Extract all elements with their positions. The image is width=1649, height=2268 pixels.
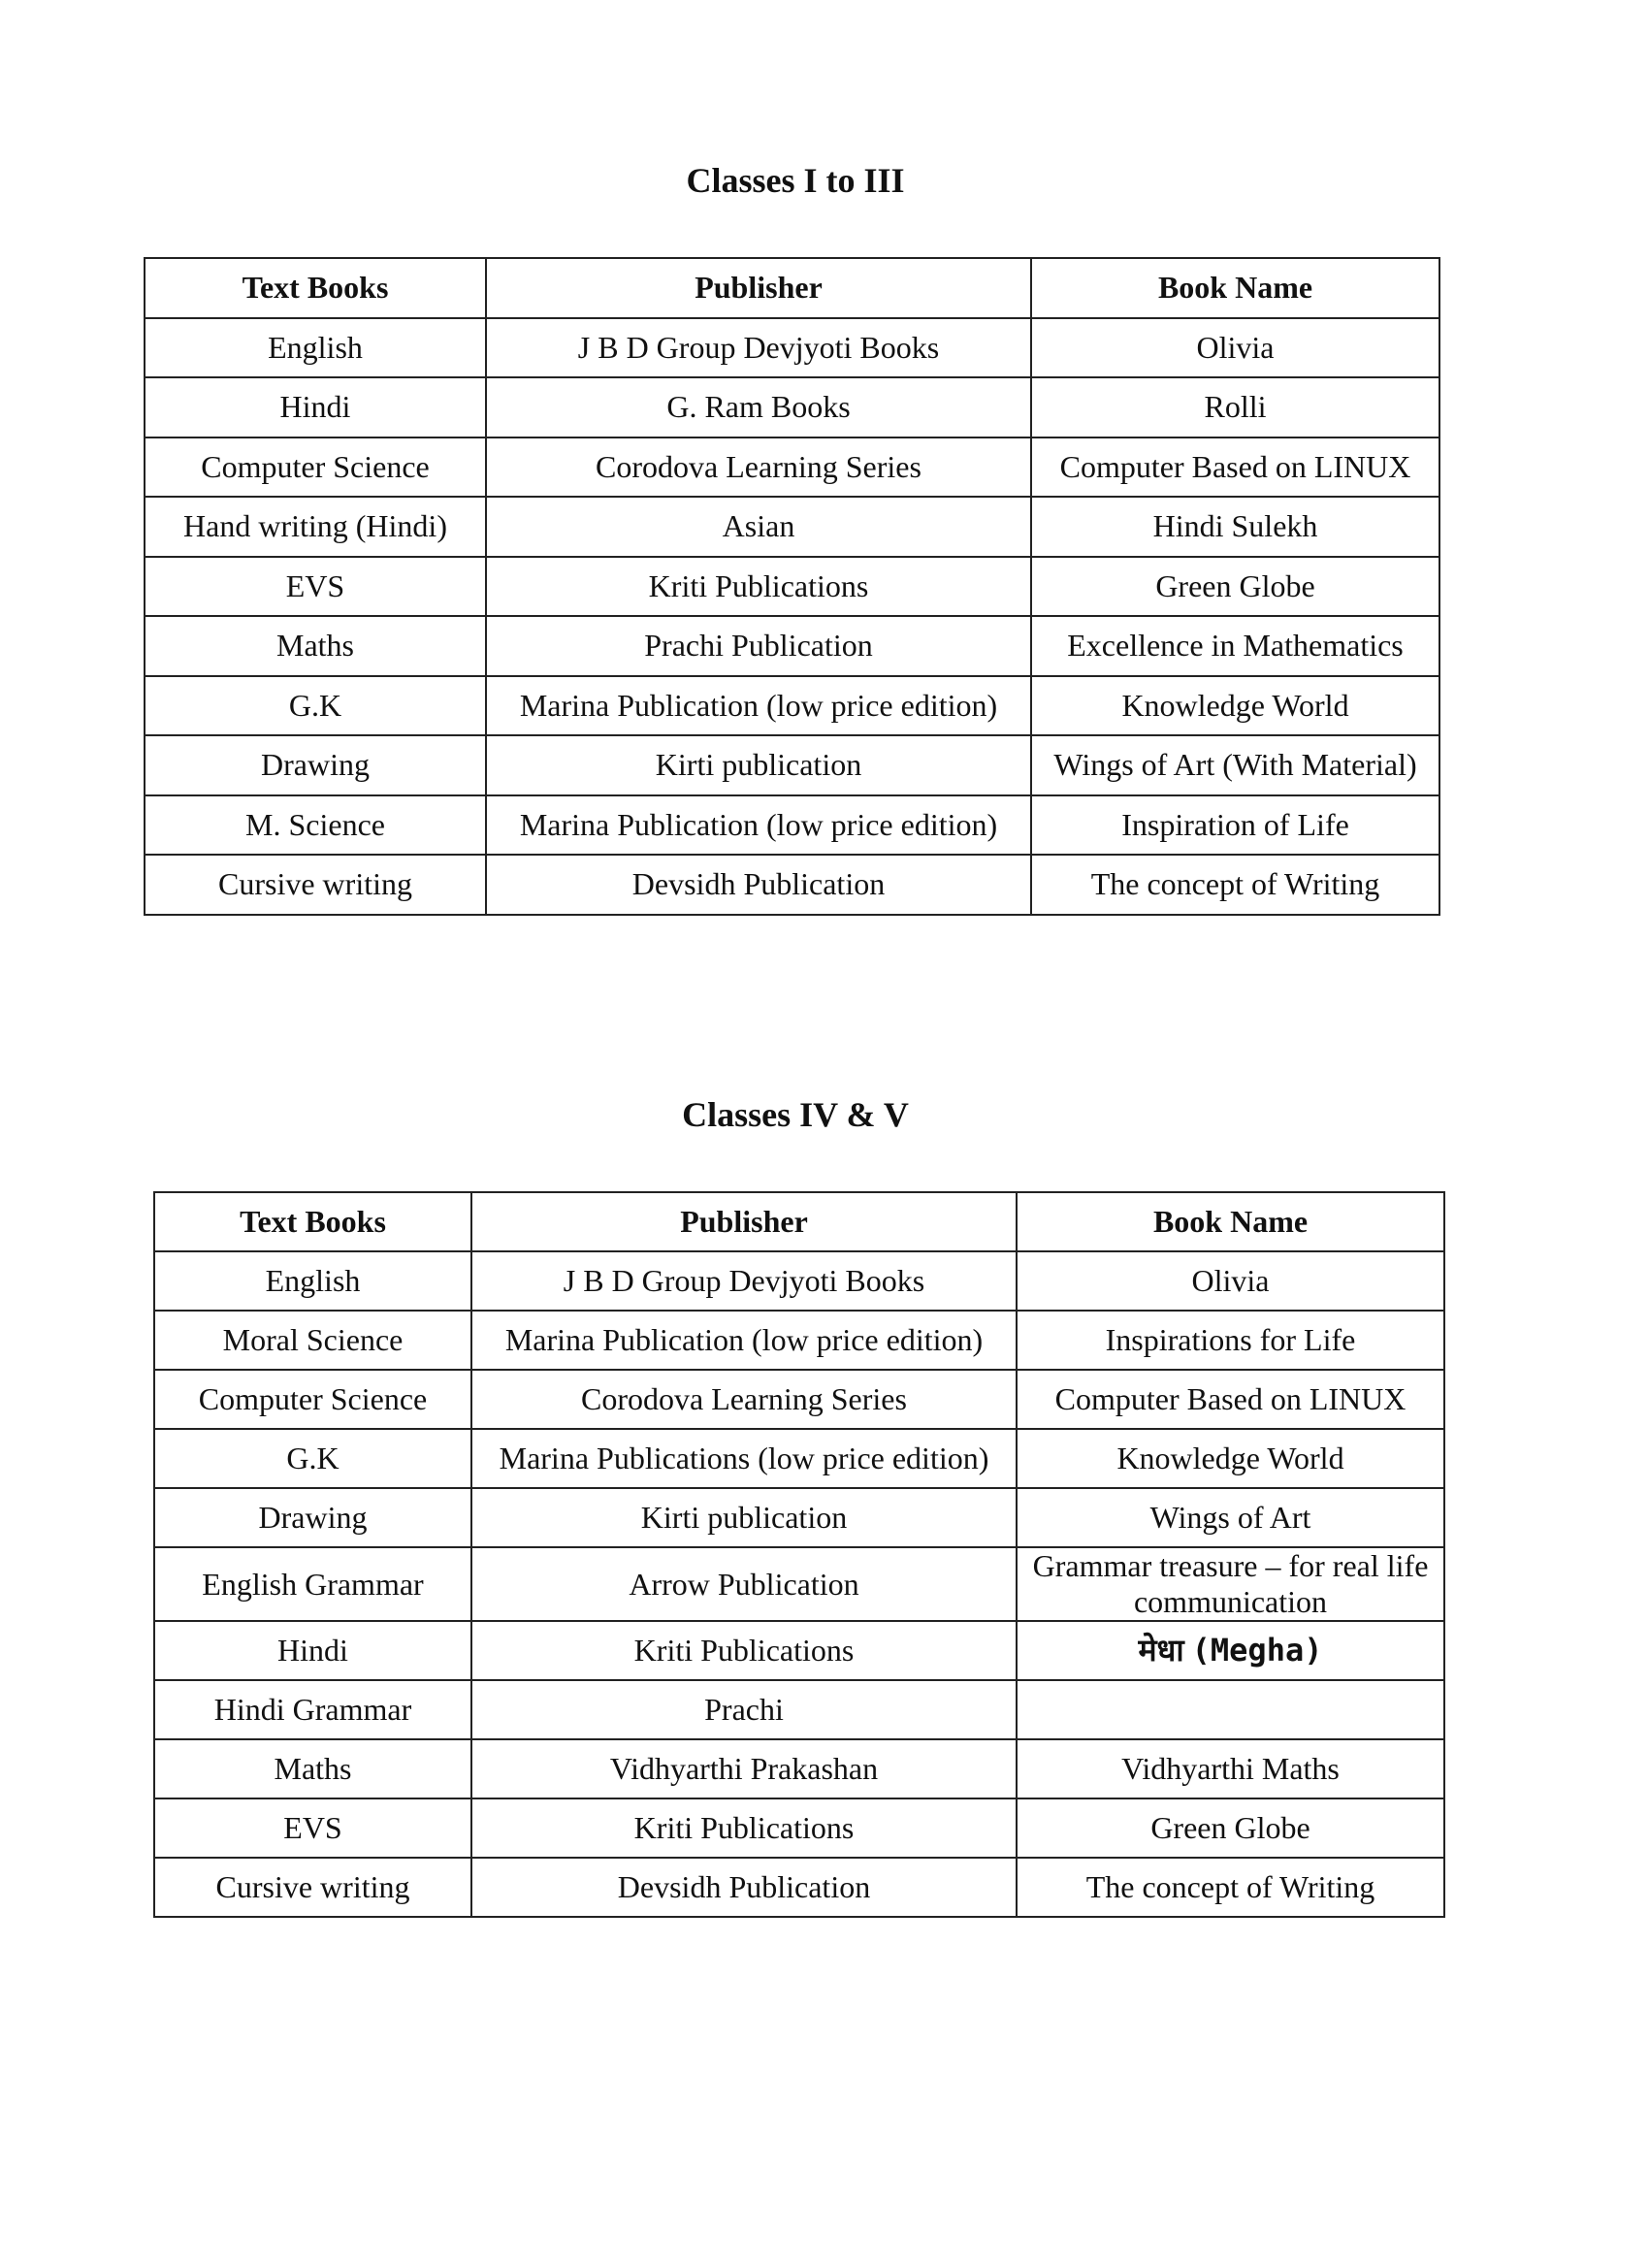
book-name-cell: Vidhyarthi Maths <box>1017 1739 1444 1798</box>
publisher-cell: G. Ram Books <box>486 377 1031 437</box>
book-name-cell: Olivia <box>1017 1251 1444 1311</box>
publisher-cell: Vidhyarthi Prakashan <box>471 1739 1017 1798</box>
column-header: Text Books <box>154 1192 471 1251</box>
subject-cell: Hindi <box>145 377 486 437</box>
book-name-cell: Inspiration of Life <box>1031 795 1439 856</box>
subject-cell: G.K <box>154 1429 471 1488</box>
book-name-cell: Grammar treasure – for real life communication <box>1017 1547 1444 1621</box>
publisher-cell: Corodova Learning Series <box>486 437 1031 498</box>
book-name-cell: Knowledge World <box>1017 1429 1444 1488</box>
section-title-classes-4-5: Classes IV & V <box>682 1095 909 1134</box>
publisher-cell: Prachi Publication <box>486 616 1031 676</box>
subject-cell: Hand writing (Hindi) <box>145 497 486 557</box>
column-header: Text Books <box>145 258 486 318</box>
table-row <box>154 1311 1444 1370</box>
table-row <box>154 1621 1444 1680</box>
book-table-classes-1-3 <box>144 257 1440 916</box>
table-header-row <box>154 1192 1444 1251</box>
book-table-classes-4-5 <box>153 1191 1445 1918</box>
publisher-cell: Corodova Learning Series <box>471 1370 1017 1429</box>
book-name-cell: The concept of Writing <box>1031 855 1439 915</box>
subject-cell: Cursive writing <box>154 1858 471 1917</box>
book-name-cell: Computer Based on LINUX <box>1031 437 1439 498</box>
book-name-cell: Green Globe <box>1031 557 1439 617</box>
table-row <box>145 855 1439 915</box>
table-row <box>154 1739 1444 1798</box>
publisher-cell: J B D Group Devjyoti Books <box>486 318 1031 378</box>
hindi-book-title: मेधा <box>1138 1632 1184 1669</box>
subject-cell: Maths <box>145 616 486 676</box>
publisher-cell: Marina Publication (low price edition) <box>486 676 1031 736</box>
book-name-cell: Computer Based on LINUX <box>1017 1370 1444 1429</box>
publisher-cell: Kirti publication <box>486 735 1031 795</box>
publisher-cell: Marina Publication (low price edition) <box>486 795 1031 856</box>
table-row <box>145 557 1439 617</box>
table-row <box>145 795 1439 856</box>
subject-cell: Moral Science <box>154 1311 471 1370</box>
publisher-cell: Devsidh Publication <box>471 1858 1017 1917</box>
table-row <box>145 616 1439 676</box>
column-header: Book Name <box>1017 1192 1444 1251</box>
publisher-cell: Kriti Publications <box>471 1621 1017 1680</box>
table-row <box>154 1858 1444 1917</box>
table-header-row <box>145 258 1439 318</box>
subject-cell: G.K <box>145 676 486 736</box>
subject-cell: Drawing <box>154 1488 471 1547</box>
subject-cell: English Grammar <box>154 1547 471 1621</box>
subject-cell: English <box>154 1251 471 1311</box>
subject-cell: M. Science <box>145 795 486 856</box>
subject-cell: EVS <box>154 1798 471 1858</box>
subject-cell: EVS <box>145 557 486 617</box>
table-row <box>154 1488 1444 1547</box>
publisher-cell: Kirti publication <box>471 1488 1017 1547</box>
subject-cell: Drawing <box>145 735 486 795</box>
subject-cell: Hindi Grammar <box>154 1680 471 1739</box>
book-name-cell: Green Globe <box>1017 1798 1444 1858</box>
publisher-cell: Prachi <box>471 1680 1017 1739</box>
publisher-cell: Kriti Publications <box>486 557 1031 617</box>
column-header: Publisher <box>486 258 1031 318</box>
book-name-cell <box>1017 1680 1444 1739</box>
publisher-cell: Asian <box>486 497 1031 557</box>
table-row <box>154 1798 1444 1858</box>
table-row <box>154 1251 1444 1311</box>
book-name-cell <box>1017 1621 1444 1680</box>
book-name-cell: Olivia <box>1031 318 1439 378</box>
publisher-cell: Arrow Publication <box>471 1547 1017 1621</box>
subject-cell: Computer Science <box>154 1370 471 1429</box>
publisher-cell: Kriti Publications <box>471 1798 1017 1858</box>
subject-cell: Cursive writing <box>145 855 486 915</box>
book-name-cell: Wings of Art (With Material) <box>1031 735 1439 795</box>
table-row <box>145 676 1439 736</box>
publisher-cell: Marina Publication (low price edition) <box>471 1311 1017 1370</box>
section-title-classes-1-3: Classes I to III <box>686 161 905 200</box>
book-name-cell: Excellence in Mathematics <box>1031 616 1439 676</box>
book-name-cell: Knowledge World <box>1031 676 1439 736</box>
column-header: Book Name <box>1031 258 1439 318</box>
column-header: Publisher <box>471 1192 1017 1251</box>
table-row <box>154 1370 1444 1429</box>
book-name-cell: Hindi Sulekh <box>1031 497 1439 557</box>
book-name-cell: The concept of Writing <box>1017 1858 1444 1917</box>
publisher-cell: Marina Publications (low price edition) <box>471 1429 1017 1488</box>
subject-cell: Maths <box>154 1739 471 1798</box>
book-name-cell: Wings of Art <box>1017 1488 1444 1547</box>
table-row <box>145 437 1439 498</box>
table-row <box>154 1547 1444 1621</box>
table-row <box>145 318 1439 378</box>
table-row <box>154 1680 1444 1739</box>
table-row <box>145 735 1439 795</box>
table-row <box>154 1429 1444 1488</box>
book-name-cell: Rolli <box>1031 377 1439 437</box>
publisher-cell: Devsidh Publication <box>486 855 1031 915</box>
subject-cell: Hindi <box>154 1621 471 1680</box>
hindi-book-title-roman: (Megha) <box>1191 1632 1323 1669</box>
publisher-cell: J B D Group Devjyoti Books <box>471 1251 1017 1311</box>
book-name-cell: Inspirations for Life <box>1017 1311 1444 1370</box>
table-row <box>145 377 1439 437</box>
table-row <box>145 497 1439 557</box>
subject-cell: Computer Science <box>145 437 486 498</box>
subject-cell: English <box>145 318 486 378</box>
